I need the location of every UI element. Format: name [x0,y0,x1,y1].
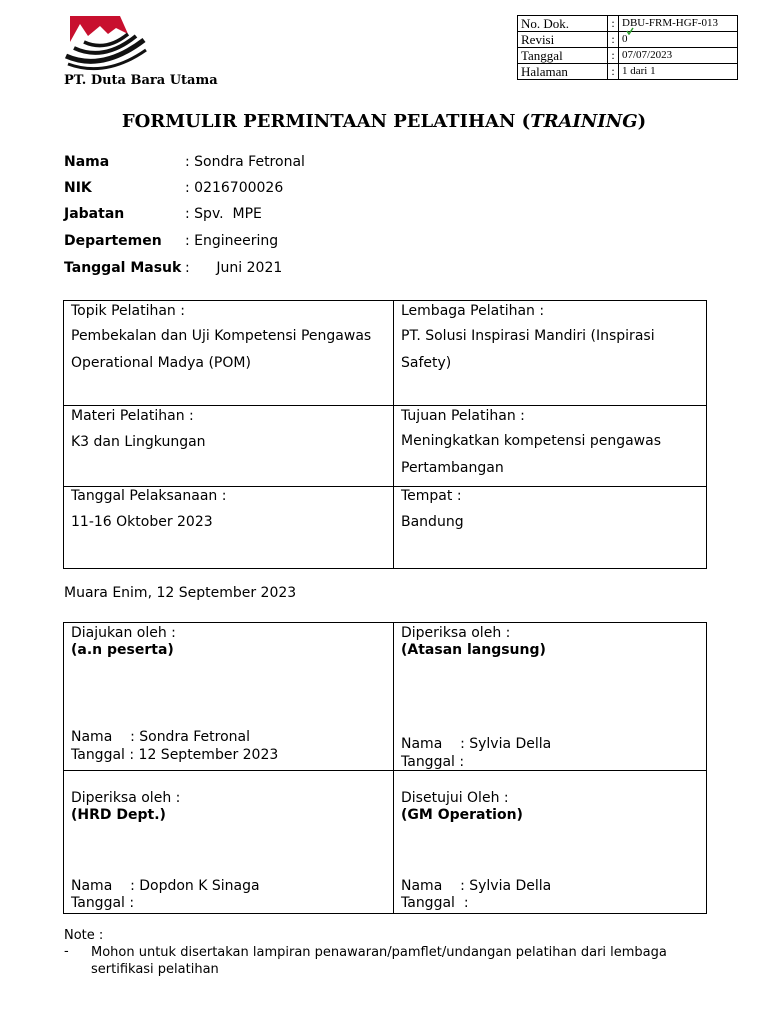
form-title-end: ) [637,111,647,132]
form-title [0,111,768,132]
date-cell [63,486,394,569]
form-title-main: FORMULIR PERMINTAAN PELATIHAN ( [121,111,531,132]
place-value: Bandung [401,514,464,530]
doc-info-key: No. Dok. [518,16,608,32]
info-value: : Sondra Fetronal [185,154,305,170]
company-logo [62,12,148,74]
approval-name: Nama : Dopdon K Sinaga [71,878,260,894]
institution-value: PT. Solusi Inspirasi Mandiri (Inspirasi Safety) [401,328,655,371]
doc-info-sep: : [608,64,619,80]
company-name: PT. Duta Bara Utama [64,73,218,88]
doc-info-sep: : [608,16,619,32]
approval-label: Diajukan oleh : [71,625,176,641]
doc-info-value: 1 dari 1 [619,64,738,80]
doc-info-row [518,64,738,80]
topic-label: Topik Pelatihan : [71,303,185,319]
info-value: : Engineering [185,233,279,249]
approval-hrd-cell [63,770,394,914]
approval-role: (a.n peserta) [71,642,174,658]
place-cell [393,486,707,569]
material-value: K3 dan Lingkungan [71,434,206,450]
approval-supervisor-cell [393,622,707,771]
approval-name: Nama : Sylvia Della [401,736,552,752]
doc-info-key: Halaman [518,64,608,80]
form-title-italic: TRAINING [530,111,638,132]
material-label: Materi Pelatihan : [71,408,194,424]
approval-gm-cell [393,770,707,914]
doc-info-value: DBU-FRM-HGF-013 [619,16,738,32]
doc-info-sep: : [608,48,619,64]
info-label: NIK [64,180,92,196]
purpose-cell [393,405,707,487]
date-value: 11-16 Oktober 2023 [71,514,213,530]
info-value: : 0216700026 [185,180,284,196]
note-text: Mohon untuk disertakan lampiran penawaran/pamflet/undangan pelatihan dari lembaga sertifikasi pelatihan [91,945,667,977]
approval-name: Nama : Sondra Fetronal [71,729,250,745]
doc-info-value: 07/07/2023 [619,48,738,64]
doc-info-key: Tanggal [518,48,608,64]
purpose-label: Tujuan Pelatihan : [401,408,525,424]
check-mark-icon [626,27,634,35]
topic-cell [63,300,394,406]
institution-cell [393,300,707,406]
info-label: Departemen [64,233,162,249]
approval-name: Nama : Sylvia Della [401,878,552,894]
note-label: Note : [64,928,104,943]
info-label: Jabatan [64,206,125,222]
info-label: Nama [64,154,110,170]
info-value: : Spv. MPE [185,206,262,222]
place-label: Tempat : [401,488,462,504]
purpose-value: Meningkatkan kompetensi pengawas Pertambangan [401,433,661,476]
document-info-table [517,15,738,80]
approval-role: (GM Operation) [401,807,523,823]
approval-date: Tanggal : [401,895,469,911]
note-dash: - [64,944,69,959]
approval-label: Disetujui Oleh : [401,790,509,806]
doc-info-sep: : [608,32,619,48]
date-label: Tanggal Pelaksanaan : [71,488,227,504]
approval-date: Tanggal : [401,754,465,770]
doc-info-value: 0 [619,32,738,48]
doc-info-row [518,48,738,64]
material-cell [63,405,394,487]
approval-role: (HRD Dept.) [71,807,166,823]
info-value: : Juni 2021 [185,260,283,276]
place-date: Muara Enim, 12 September 2023 [64,585,297,601]
approval-role: (Atasan langsung) [401,642,546,658]
institution-label: Lembaga Pelatihan : [401,303,545,319]
approval-label: Diperiksa oleh : [71,790,181,806]
doc-info-key: Revisi [518,32,608,48]
info-label: Tanggal Masuk [64,260,182,276]
approval-date: Tanggal : 12 September 2023 [71,747,279,763]
topic-value: Pembekalan dan Uji Kompetensi Pengawas Operational Madya (POM) [71,328,372,371]
approval-submitted-cell [63,622,394,771]
approval-date: Tanggal : [71,895,135,911]
approval-label: Diperiksa oleh : [401,625,511,641]
